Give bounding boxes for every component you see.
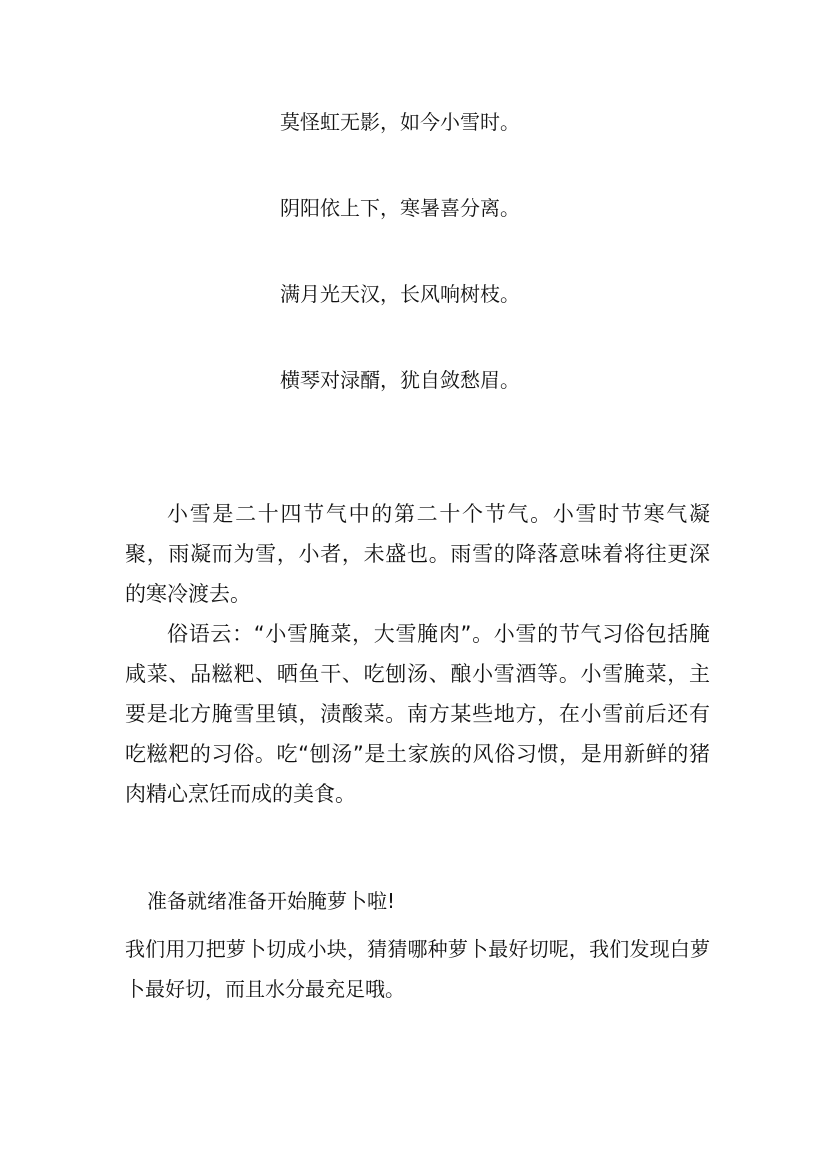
poem-line-1: 莫怪虹无影，如今小雪时。	[280, 110, 520, 134]
paragraph-cutting-radish: 我们用刀把萝卜切成小块，猜猜哪种萝卜最好切呢，我们发现白萝卜最好切，而且水分最充足哦。	[125, 937, 710, 1001]
paragraph-xiaoxue-intro: 小雪是二十四节气中的第二十个节气。小雪时节寒气凝聚，雨凝而为雪，小者，未盛也。雨雪的降落意味着将往更深的寒冷渡去。	[125, 502, 710, 606]
ready-line: 准备就绪准备开始腌萝卜啦!	[147, 889, 396, 913]
poem-line-3: 满月光天汉，长风响树枝。	[280, 282, 520, 306]
poem-line-4: 横琴对渌醑，犹自敛愁眉。	[280, 368, 520, 392]
poem-line-2: 阴阳依上下，寒暑喜分离。	[280, 196, 520, 220]
paragraph-customs: 俗语云：“小雪腌菜，大雪腌肉”。小雪的节气习俗包括腌咸菜、品糍粑、晒鱼干、吃刨汤、酿小雪酒等。小雪腌菜，主要是北方腌雪里镇，渍酸菜。南方某些地方，在小雪前后还有吃糍粑的习俗。吃“刨汤”是土家族的风俗习惯，是用新鲜的猪肉精心烹饪而成的美食。	[125, 622, 710, 806]
